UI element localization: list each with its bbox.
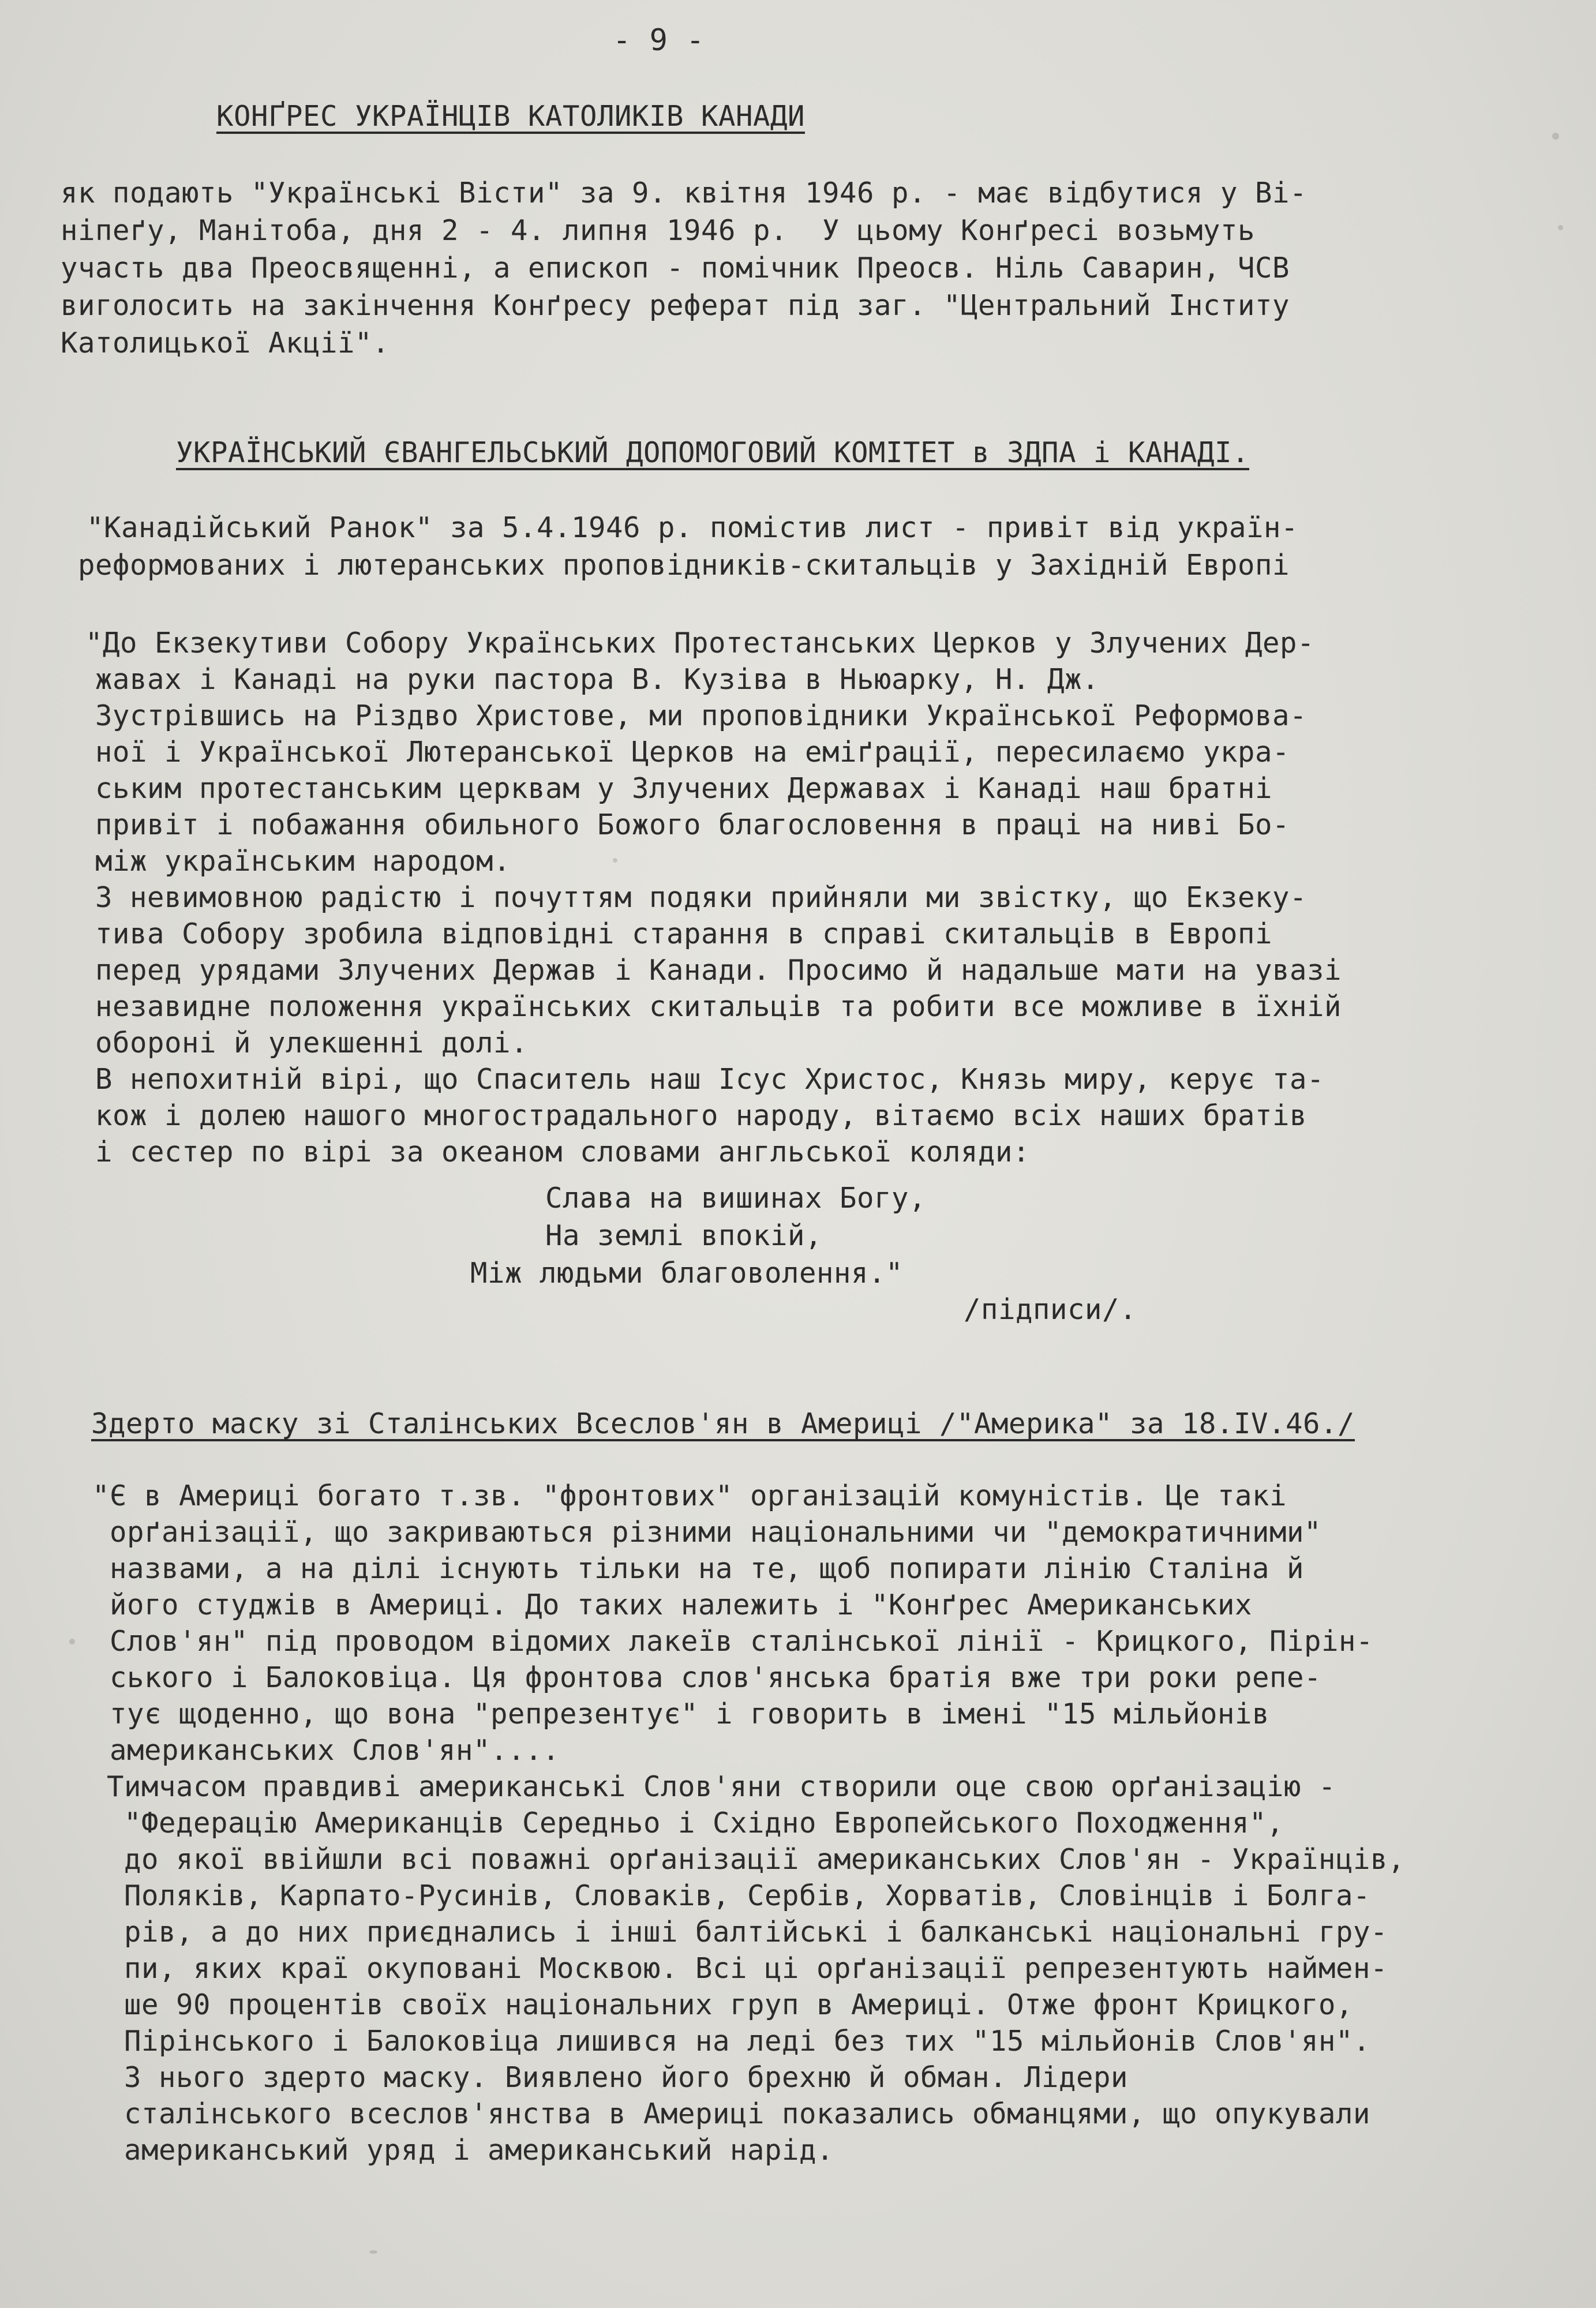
text-line: між українським народом. xyxy=(95,845,511,878)
page-number: - 9 - xyxy=(613,23,705,58)
text-line: ським протестанським церквам у Злучених Державах і Канаді наш братні xyxy=(95,772,1273,805)
section-title-evangelical-committee: УКРАЇНСЬКИЙ ЄВАНГЕЛЬСЬКИЙ ДОПОМОГОВИЙ КОМІТЕТ в ЗДПА і КАНАДІ. xyxy=(176,436,1250,469)
section-title-mask: Здерто маску зі Сталінських Всеслов'ян в Америці /"Америка" за 18.IV.46./ xyxy=(91,1407,1355,1440)
text-line: З невимовною радістю і почуттям подяки прийняли ми звістку, що Екзеку- xyxy=(95,881,1307,914)
text-line: "До Екзекутиви Собору Українських Протестанських Церков у Злучених Дер- xyxy=(85,627,1315,660)
text-line: З нього здерто маску. Виявлено його брехню й обман. Лідери xyxy=(107,2061,1129,2094)
section-title-congress: КОНҐРЕС УКРАЇНЦІВ КАТОЛИКІВ КАНАДИ xyxy=(216,100,806,133)
text-line: пи, яких краї окуповані Москвою. Всі ці орґанізації репрезентують наймен- xyxy=(107,1952,1388,1985)
text-line: ше 90 процентів своїх національних груп в Америці. Отже фронт Крицкого, xyxy=(107,1988,1354,2021)
text-line: орґанізації, що закриваються різними національними чи "демократичними" xyxy=(92,1516,1322,1549)
text-line: Зустрівшись на Різдво Христове, ми проповідники Української Реформова- xyxy=(95,699,1307,732)
text-line: американських Слов'ян".... xyxy=(92,1734,560,1767)
text-line: до якої ввійшли всі поважні орґанізації американських Слов'ян - Українців, xyxy=(107,1843,1406,1876)
text-line: і сестер по вірі за океаном словами англьської коляди: xyxy=(95,1136,1031,1168)
text-line: Католицької Акції". xyxy=(61,327,390,359)
text-line: реформованих і лютеранських проповідників-скитальців у Західній Европі xyxy=(78,549,1290,582)
scan-speck xyxy=(1558,225,1563,230)
text-line: Поляків, Карпато-Русинів, Словаків, Сербів, Хорватів, Словінців і Болга- xyxy=(107,1879,1371,1912)
text-line: "Є в Америці богато т.зв. "фронтових" організацій комуністів. Це такі xyxy=(92,1479,1287,1512)
text-line: перед урядами Злучених Держав і Канади. Просимо й надальше мати на увазі xyxy=(95,954,1342,987)
text-line: Пірінського і Балоковіца лишився на леді без тих "15 мільйонів Слов'ян". xyxy=(107,2025,1371,2058)
verse-line: Між людьми благоволення." xyxy=(470,1257,904,1290)
text-line: ної і Української Лютеранської Церков на еміґрації, пересилаємо укра- xyxy=(95,736,1290,769)
text-line: "Канадійський Ранок" за 5.4.1946 р. помістив лист - привіт від україн- xyxy=(87,511,1299,544)
text-line: ніпеґу, Манітоба, дня 2 - 4. липня 1946 р. У цьому Конґресі возьмуть xyxy=(61,214,1256,247)
verse-line: Слава на вишинах Богу, xyxy=(545,1182,927,1215)
text-line: назвами, а на ділі існують тільки на те, щоб попирати лінію Сталіна й xyxy=(92,1552,1305,1585)
text-line: американський уряд і американський нарід. xyxy=(107,2134,834,2167)
text-line: виголосить на закінчення Конґресу реферат під заг. "Центральний Інститу xyxy=(61,289,1290,322)
text-line: незавидне положення українських скитальців та робити все можливе в їхній xyxy=(95,990,1342,1023)
scan-speck xyxy=(1552,133,1559,140)
text-line: Слов'ян" під проводом відомих лакеїв сталінської лінії - Крицкого, Пірін- xyxy=(92,1625,1374,1658)
text-line: його студжів в Америці. До таких належить і "Конґрес Американських xyxy=(92,1588,1253,1621)
text-line: тива Собору зробила відповідні старання в справі скитальців в Европі xyxy=(95,917,1273,950)
scan-speck xyxy=(369,2250,377,2254)
text-line: рів, а до них приєднались і інші балтійські і балканські національні гру- xyxy=(107,1916,1388,1949)
signature-note: /підписи/. xyxy=(964,1293,1137,1326)
text-line: тує щоденно, що вона "репрезентує" і говорить в імені "15 мільйонів xyxy=(92,1698,1270,1730)
scan-speck xyxy=(613,858,617,863)
text-line: обороні й улекшенні долі. xyxy=(95,1026,529,1059)
text-line: сталінського всеслов'янства в Америці показались обманцями, що опукували xyxy=(107,2097,1371,2130)
text-line: "Федерацію Американців Середньо і Східно Европейського Походження", xyxy=(107,1807,1284,1839)
text-line: привіт і побажання обильного Божого благословення в праці на ниві Бо- xyxy=(95,808,1290,841)
scan-speck xyxy=(69,1639,75,1644)
text-line: участь два Преосвященні, а епископ - помічник Преосв. Ніль Саварин, ЧСВ xyxy=(61,252,1290,284)
verse-line: На землі впокій, xyxy=(545,1219,823,1252)
text-line: ського і Балоковіца. Ця фронтова слов'янська братія вже три роки репе- xyxy=(92,1661,1322,1694)
text-line: як подають "Українські Вісти" за 9. квітня 1946 р. - має відбутися у Ві- xyxy=(61,177,1307,209)
text-line: кож і долею нашого многострадального народу, вітаємо всіх наших братів xyxy=(95,1099,1307,1132)
text-line: жавах і Канаді на руки пастора В. Кузіва в Ньюарку, Н. Дж. xyxy=(95,663,1100,696)
text-line: Тимчасом правдиві американські Слов'яни створили оце свою орґанізацію - xyxy=(107,1770,1336,1803)
text-line: В непохитній вірі, що Спаситель наш Ісус Христос, Князь миру, керує та- xyxy=(95,1063,1325,1096)
